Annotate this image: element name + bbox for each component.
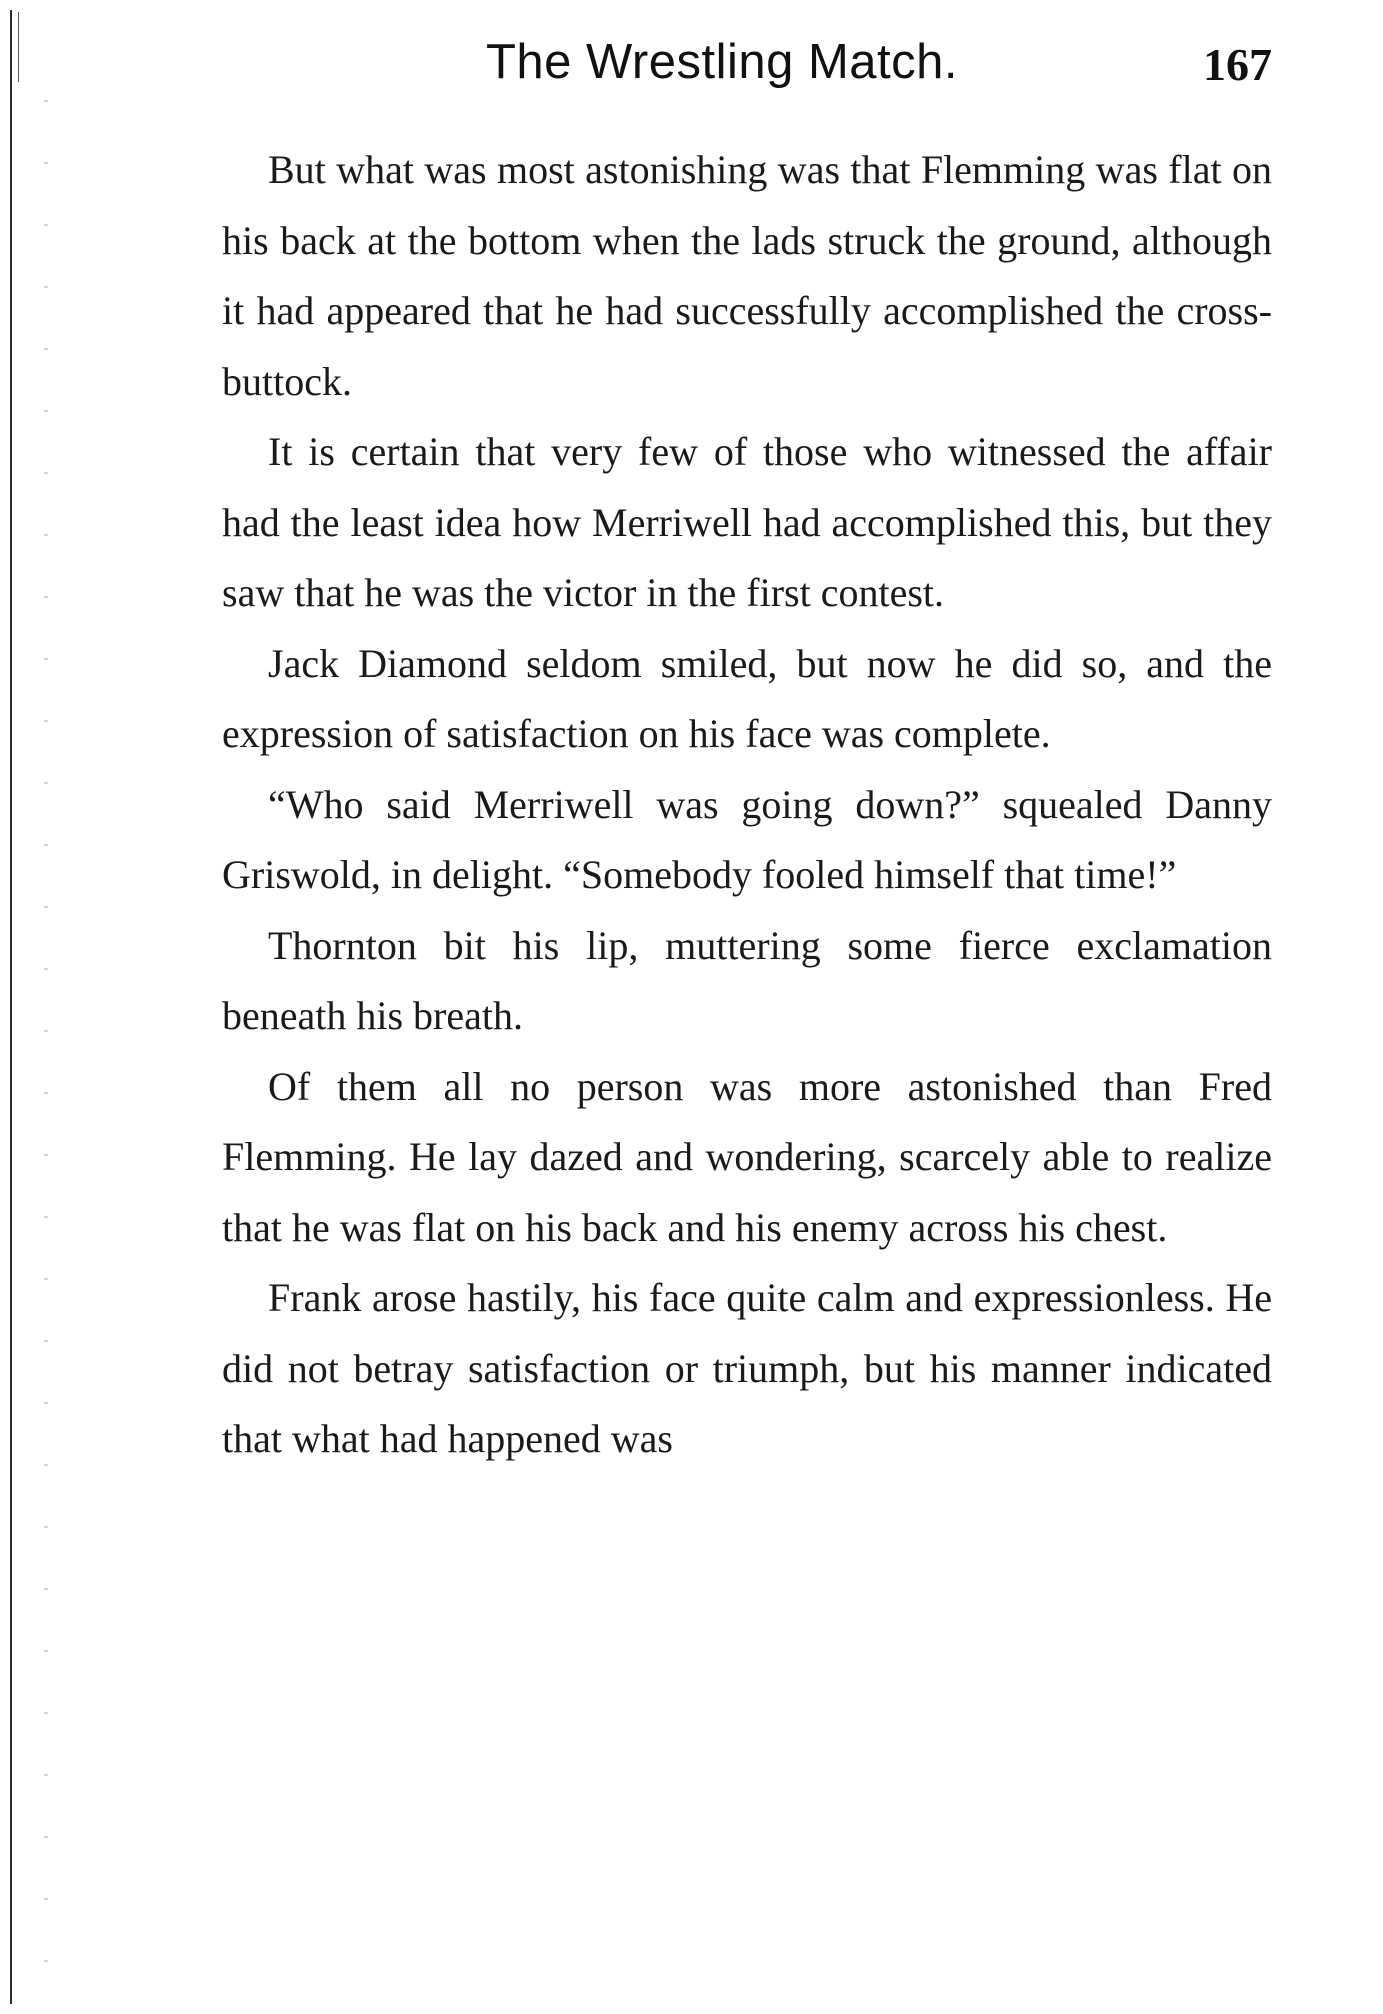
paragraph: But what was most astonishing was that Flemming was flat on his back at the bottom when the lads struck the ground, although it had appeared that he had successfully accomplished the cross-buttock.	[222, 147, 1272, 404]
paragraph: “Who said Merriwell was going down?” squealed Danny Griswold, in delight. “Somebody fooled himself that time!”	[222, 781, 1272, 897]
paragraph: It is certain that very few of those who witnessed the affair had the least idea how Merriwell had accomplished this, but they saw that he was the victor in the first contest.	[222, 429, 1272, 615]
body-text	[222, 135, 1272, 1475]
binding-edge-line	[10, 10, 12, 2004]
running-title: The Wrestling Match.	[486, 35, 959, 89]
gutter-specks	[44, 40, 48, 2000]
page-number: 167	[1203, 39, 1272, 90]
paragraph: Thornton bit his lip, muttering some fierce exclamation beneath his breath.	[222, 922, 1272, 1038]
paragraph: Of them all no person was more astonished than Fred Flemming. He lay dazed and wondering, scarcely able to realize that he was flat on his back and his enemy across his chest.	[222, 1063, 1272, 1250]
page-header	[222, 34, 1272, 104]
paragraph: Jack Diamond seldom smiled, but now he did so, and the expression of satisfaction on his face was complete.	[222, 640, 1272, 756]
binding-edge-mark	[18, 12, 19, 82]
paragraph: Frank arose hastily, his face quite calm and expressionless. He did not betray satisfaction or triumph, but his manner indicated that what had happened was	[222, 1275, 1272, 1461]
